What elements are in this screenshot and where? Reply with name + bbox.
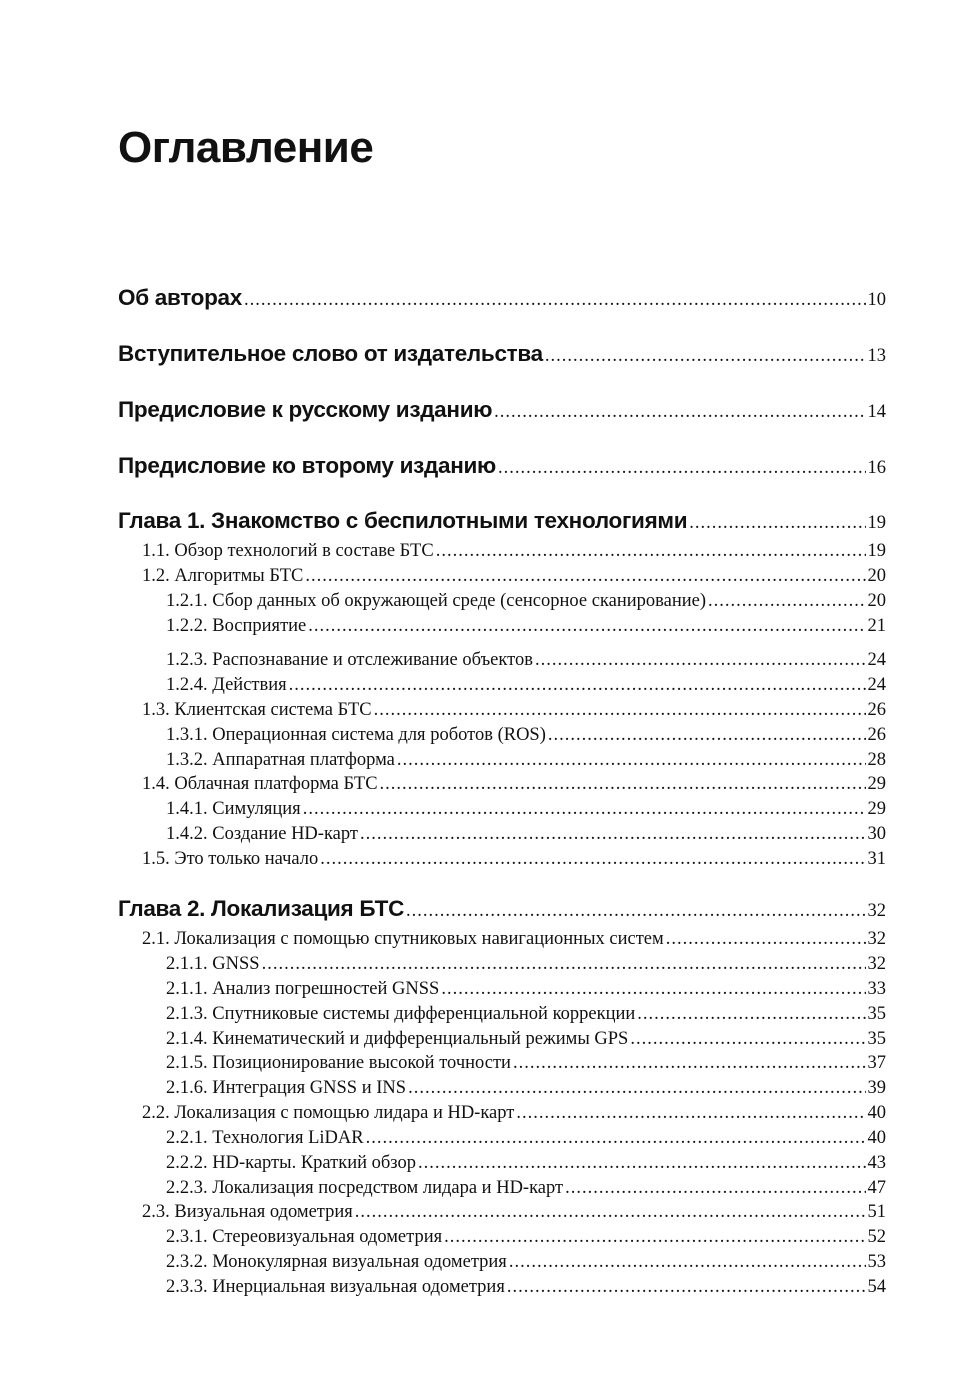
dot-leader bbox=[406, 901, 865, 922]
toc-entry-label: 2.2.2. HD-карты. Краткий обзор bbox=[166, 1153, 417, 1173]
toc-entry-2-3[interactable] bbox=[142, 1202, 886, 1227]
toc-entry-2-2-3[interactable] bbox=[166, 1178, 886, 1203]
dot-leader bbox=[666, 929, 866, 950]
toc-entry-label: 2.1.6. Интеграция GNSS и INS bbox=[166, 1078, 407, 1098]
toc-entry-page: 21 bbox=[867, 616, 886, 636]
dot-leader bbox=[548, 725, 866, 746]
toc-entry-label: 1.4. Облачная платформа БТС bbox=[142, 774, 378, 794]
dot-leader bbox=[545, 346, 866, 367]
toc-entry-label: 2.3.3. Инерциальная визуальная одометрия bbox=[166, 1277, 505, 1297]
toc-entry-page: 16 bbox=[867, 458, 886, 478]
toc-entry-russian-preface[interactable] bbox=[118, 397, 886, 427]
toc-chapter-1[interactable] bbox=[118, 508, 886, 538]
toc-entry-page: 24 bbox=[867, 650, 886, 670]
toc-entry-page: 26 bbox=[867, 700, 886, 720]
toc-entry-page: 26 bbox=[867, 725, 886, 745]
dot-leader bbox=[565, 1178, 865, 1199]
toc-entry-page: 47 bbox=[867, 1178, 886, 1198]
dot-leader bbox=[374, 700, 866, 721]
toc-entry-page: 33 bbox=[867, 979, 886, 999]
toc-entry-label: 2.1.1. Анализ погрешностей GNSS bbox=[166, 979, 440, 999]
toc-entry-label: Глава 1. Знакомство с беспилотными технологиями bbox=[118, 508, 688, 533]
dot-leader bbox=[494, 402, 865, 423]
toc-entry-1-1[interactable] bbox=[142, 541, 886, 566]
toc-entry-label: 1.2. Алгоритмы БТС bbox=[142, 566, 304, 586]
toc-entry-label: 2.1.5. Позиционирование высокой точности bbox=[166, 1053, 511, 1073]
toc-entry-1-2[interactable] bbox=[142, 566, 886, 591]
dot-leader bbox=[320, 849, 865, 870]
dot-leader bbox=[509, 1252, 866, 1273]
toc-entry-label: 1.4.2. Создание HD-карт bbox=[166, 824, 358, 844]
toc-entry-label: Предисловие к русскому изданию bbox=[118, 397, 493, 422]
toc-entry-2-1-2[interactable] bbox=[166, 979, 886, 1004]
dot-leader bbox=[289, 675, 866, 696]
dot-leader bbox=[303, 799, 866, 820]
toc-entry-page: 10 bbox=[867, 290, 886, 310]
toc-entry-2-1-1[interactable] bbox=[166, 954, 886, 979]
toc-entry-page: 14 bbox=[867, 402, 886, 422]
toc-entry-label: 1.2.3. Распознавание и отслеживание объектов bbox=[166, 650, 533, 670]
toc-entry-page: 32 bbox=[867, 929, 886, 949]
toc-entry-page: 24 bbox=[867, 675, 886, 695]
toc-entry-page: 39 bbox=[867, 1078, 886, 1098]
dot-leader bbox=[380, 774, 866, 795]
dot-leader bbox=[244, 290, 866, 311]
dot-leader bbox=[436, 541, 866, 562]
dot-leader bbox=[441, 979, 865, 1000]
toc-entry-label: 1.4.1. Симуляция bbox=[166, 799, 301, 819]
toc-entry-label: 1.3.2. Аппаратная платформа bbox=[166, 750, 395, 770]
toc-entry-2-3-1[interactable] bbox=[166, 1227, 886, 1252]
toc-entry-label: Об авторах bbox=[118, 285, 242, 310]
toc-entry-page: 29 bbox=[867, 774, 886, 794]
dot-leader bbox=[513, 1053, 866, 1074]
toc-entry-second-edition-preface[interactable] bbox=[118, 453, 886, 483]
toc-entry-label: 2.1.4. Кинематический и дифференциальный режимы GPS bbox=[166, 1029, 629, 1049]
toc-entry-1-2-1[interactable] bbox=[166, 591, 886, 616]
toc-entry-page: 13 bbox=[867, 346, 886, 366]
dot-leader bbox=[308, 616, 865, 637]
dot-leader bbox=[355, 1202, 866, 1223]
toc-entry-1-4[interactable] bbox=[142, 774, 886, 799]
toc-entry-2-2-2[interactable] bbox=[166, 1153, 886, 1178]
toc-entry-1-4-1[interactable] bbox=[166, 799, 886, 824]
toc-entry-page: 51 bbox=[867, 1202, 886, 1222]
dot-leader bbox=[366, 1128, 866, 1149]
toc-entry-label: 1.2.1. Сбор данных об окружающей среде (сенсорное сканирование) bbox=[166, 591, 707, 611]
toc-entry-page: 31 bbox=[867, 849, 886, 869]
page-title: Оглавление bbox=[118, 123, 374, 172]
toc-entry-label: Предисловие ко второму изданию bbox=[118, 453, 496, 478]
toc-entry-label: 2.3.2. Монокулярная визуальная одометрия bbox=[166, 1252, 507, 1272]
dot-leader bbox=[630, 1029, 865, 1050]
toc-entry-page: 29 bbox=[867, 799, 886, 819]
dot-leader bbox=[507, 1277, 866, 1298]
toc-entry-page: 43 bbox=[867, 1153, 886, 1173]
toc-entry-1-2-2[interactable] bbox=[166, 616, 886, 641]
toc-entry-page: 32 bbox=[867, 901, 886, 921]
toc-entry-label: 2.1.3. Спутниковые системы дифференциальной коррекции bbox=[166, 1004, 636, 1024]
toc-entry-label: 2.1. Локализация с помощью спутниковых навигационных систем bbox=[142, 929, 664, 949]
toc-entry-1-3-1[interactable] bbox=[166, 725, 886, 750]
dot-leader bbox=[498, 458, 866, 479]
toc-entry-page: 52 bbox=[867, 1227, 886, 1247]
dot-leader bbox=[408, 1078, 865, 1099]
toc-entry-label: 2.2.3. Локализация посредством лидара и HD-карт bbox=[166, 1178, 564, 1198]
toc-entry-page: 20 bbox=[867, 566, 886, 586]
toc-entry-label: 1.1. Обзор технологий в составе БТС bbox=[142, 541, 434, 561]
toc-entry-label: 2.2.1. Технология LiDAR bbox=[166, 1128, 364, 1148]
toc-chapter-2[interactable] bbox=[118, 896, 886, 926]
toc-entry-1-2-3[interactable] bbox=[166, 650, 886, 675]
toc-entry-page: 35 bbox=[867, 1004, 886, 1024]
toc-entry-page: 19 bbox=[867, 513, 886, 533]
toc-entry-1-2-4[interactable] bbox=[166, 675, 886, 700]
toc-entry-2-1-6[interactable] bbox=[166, 1078, 886, 1103]
toc-entry-page: 19 bbox=[867, 541, 886, 561]
toc-entry-2-1[interactable] bbox=[142, 929, 886, 954]
toc-entry-1-5[interactable] bbox=[142, 849, 886, 874]
toc-entry-page: 20 bbox=[867, 591, 886, 611]
toc-entry-page: 53 bbox=[867, 1252, 886, 1272]
toc-entry-1-4-2[interactable] bbox=[166, 824, 886, 849]
toc-entry-label: Глава 2. Локализация БТС bbox=[118, 896, 405, 921]
toc-entry-publisher-foreword[interactable] bbox=[118, 341, 886, 371]
toc-entry-2-1-4[interactable] bbox=[166, 1029, 886, 1054]
toc-entry-page: 35 bbox=[867, 1029, 886, 1049]
toc-entry-label: Вступительное слово от издательства bbox=[118, 341, 543, 366]
dot-leader bbox=[360, 824, 866, 845]
toc-entry-2-2-1[interactable] bbox=[166, 1128, 886, 1153]
toc-entry-label: 2.2. Локализация с помощью лидара и HD-карт bbox=[142, 1103, 515, 1123]
dot-leader bbox=[535, 650, 866, 671]
toc-entry-page: 32 bbox=[867, 954, 886, 974]
toc-entry-about-authors[interactable] bbox=[118, 285, 886, 315]
toc-entry-1-3-2[interactable] bbox=[166, 750, 886, 775]
dot-leader bbox=[637, 1004, 865, 1025]
dot-leader bbox=[516, 1103, 865, 1124]
toc-entry-2-1-5[interactable] bbox=[166, 1053, 886, 1078]
toc-entry-page: 28 bbox=[867, 750, 886, 770]
dot-leader bbox=[689, 513, 865, 534]
dot-leader bbox=[444, 1227, 865, 1248]
dot-leader bbox=[262, 954, 866, 975]
toc-entry-2-3-3[interactable] bbox=[166, 1277, 886, 1302]
toc-entry-label: 1.3.1. Операционная система для роботов (ROS) bbox=[166, 725, 546, 745]
toc-entry-label: 2.3.1. Стереовизуальная одометрия bbox=[166, 1227, 443, 1247]
dot-leader bbox=[418, 1153, 865, 1174]
toc-entry-1-3[interactable] bbox=[142, 700, 886, 725]
toc-entry-page: 54 bbox=[867, 1277, 886, 1297]
toc-entry-2-1-3[interactable] bbox=[166, 1004, 886, 1029]
toc-entry-page: 30 bbox=[867, 824, 886, 844]
toc-entry-page: 40 bbox=[867, 1128, 886, 1148]
dot-leader bbox=[708, 591, 865, 612]
dot-leader bbox=[305, 566, 865, 587]
toc-entry-label: 2.1.1. GNSS bbox=[166, 954, 260, 974]
toc-entry-label: 1.2.2. Восприятие bbox=[166, 616, 307, 636]
toc-entry-2-3-2[interactable] bbox=[166, 1252, 886, 1277]
toc-entry-page: 37 bbox=[867, 1053, 886, 1073]
dot-leader bbox=[397, 750, 866, 771]
toc-entry-label: 1.2.4. Действия bbox=[166, 675, 287, 695]
toc-entry-2-2[interactable] bbox=[142, 1103, 886, 1128]
toc-entry-page: 40 bbox=[867, 1103, 886, 1123]
toc-entry-label: 2.3. Визуальная одометрия bbox=[142, 1202, 353, 1222]
toc-entry-label: 1.3. Клиентская система БТС bbox=[142, 700, 372, 720]
toc-entry-label: 1.5. Это только начало bbox=[142, 849, 319, 869]
